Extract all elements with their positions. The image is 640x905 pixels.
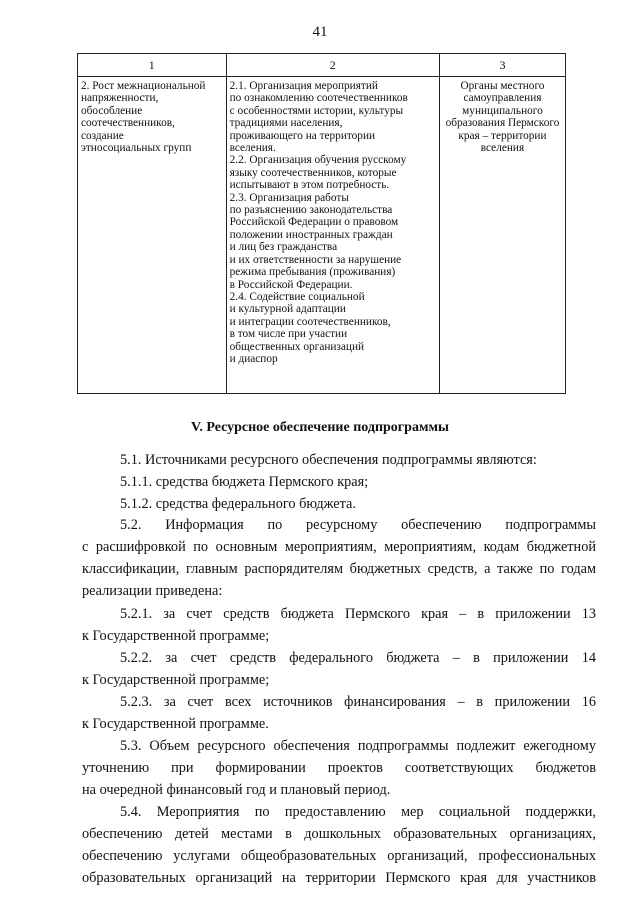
column-header-1: 1	[78, 54, 227, 77]
text-line: на очередной финансовый год и плановый период.	[82, 782, 391, 798]
text-line: обеспечению услугами общеобразовательных организаций, профессиональных	[82, 848, 596, 864]
text-line: 5.3. Объем ресурсного обеспечения подпрограммы подлежит ежегодному	[120, 738, 596, 754]
cell-line: и диаспор	[229, 352, 278, 365]
cell-line: по ознакомлению соотечественников	[229, 92, 408, 105]
text-line: 5.1.1. средства бюджета Пермского края;	[120, 474, 369, 490]
measures-cell	[226, 77, 439, 394]
cell-line: этносоциальных групп	[81, 142, 192, 155]
paragraph-5-1	[82, 449, 597, 471]
paragraph-5-2	[82, 514, 596, 602]
table-header-row	[78, 54, 566, 77]
cell-line: вселения.	[229, 142, 276, 155]
text-line: обеспечению детей местами в дошкольных образовательных организациях,	[82, 826, 596, 842]
cell-line: в том числе при участии	[229, 328, 348, 341]
cell-line: в Российской Федерации.	[229, 278, 353, 291]
cell-line: общественных организаций	[229, 340, 365, 353]
cell-line: по разъяснению законодательства	[229, 204, 393, 217]
text-line: 5.2.3. за счет всех источников финансирования – в приложении 16	[120, 694, 596, 710]
cell-line: соотечественников,	[81, 117, 175, 130]
text-line: уточнению при формировании проектов соответствующих бюджетов	[82, 760, 596, 776]
paragraph-5-1-2	[82, 493, 597, 515]
column-header-2: 2	[226, 54, 439, 77]
cell-line: 2.3. Организация работы	[229, 191, 349, 204]
text-line: 5.2.1. за счет средств бюджета Пермского края – в приложении 13	[120, 606, 596, 622]
cell-line: с особенностями истории, культуры	[229, 104, 404, 117]
paragraph-5-3	[82, 735, 596, 801]
text-line: 5.4. Мероприятия по предоставлению мер социальной поддержки,	[120, 804, 596, 820]
text-line: к Государственной программе;	[82, 628, 270, 644]
text-line: к Государственной программе;	[82, 672, 270, 688]
cell-line: 2.1. Организация мероприятий	[229, 80, 378, 92]
cell-line: вселения	[480, 142, 525, 155]
cell-line: края – территории	[458, 129, 547, 142]
section-title: V. Ресурсное обеспечение подпрограммы	[191, 420, 449, 435]
cell-line: образования Пермского	[445, 117, 560, 130]
cell-line: 2.4. Содействие социальной	[229, 290, 365, 303]
text-line: классификации, главным распорядителям бюджетных средств, а также по годам	[82, 561, 596, 577]
cell-line: 2. Рост межнациональной	[81, 80, 206, 92]
text-line: образовательных организаций на территории Пермского края для участников	[82, 870, 596, 886]
cell-line: самоуправления	[463, 92, 542, 105]
cell-line: создание	[81, 129, 124, 142]
cell-line: проживающего на территории	[229, 129, 376, 142]
program-table	[77, 53, 566, 394]
cell-line: традициями населения,	[229, 117, 343, 130]
cell-line: и культурной адаптации	[229, 303, 346, 316]
cell-line: испытывают в этом потребность.	[229, 179, 390, 192]
text-line: 5.1.2. средства федерального бюджета.	[120, 496, 356, 512]
column-header-3: 3	[439, 54, 565, 77]
cell-line: и интеграции соотечественников,	[229, 315, 391, 328]
table-row	[78, 77, 566, 394]
cell-line: положении иностранных граждан	[229, 228, 393, 241]
cell-line: языку соотечественников, которые	[229, 166, 397, 179]
text-line: 5.2. Информация по ресурсному обеспечению подпрограммы	[120, 517, 596, 533]
executor-cell	[439, 77, 565, 394]
text-line: реализации приведена:	[82, 583, 223, 599]
text-line: к Государственной программе.	[82, 716, 269, 732]
cell-line: Российской Федерации о правовом	[229, 216, 399, 229]
text-line: 5.1. Источниками ресурсного обеспечения подпрограммы являются:	[120, 452, 537, 468]
cell-line: муниципального	[462, 104, 543, 117]
page-number: 41	[312, 24, 328, 40]
problem-cell	[78, 77, 227, 394]
paragraph-5-1-1	[82, 471, 597, 493]
cell-line: режима пребывания (проживания)	[229, 266, 396, 279]
cell-line: и их ответственности за нарушение	[229, 253, 402, 266]
paragraph-5-2-3	[82, 691, 596, 735]
text-line: 5.2.2. за счет средств федерального бюджета – в приложении 14	[120, 650, 596, 666]
text-line: с расшифровкой по основным мероприятиям, мероприятиям, кодам бюджетной	[82, 539, 596, 555]
paragraph-5-2-2	[82, 647, 596, 691]
cell-line: обособление	[81, 104, 143, 117]
cell-line: 2.2. Организация обучения русскому	[229, 154, 407, 167]
cell-line: и лиц без гражданства	[229, 241, 338, 254]
paragraph-5-4	[82, 801, 596, 889]
cell-line: напряженности,	[81, 92, 159, 105]
cell-line: Органы местного	[460, 80, 545, 92]
paragraph-5-2-1	[82, 603, 596, 647]
